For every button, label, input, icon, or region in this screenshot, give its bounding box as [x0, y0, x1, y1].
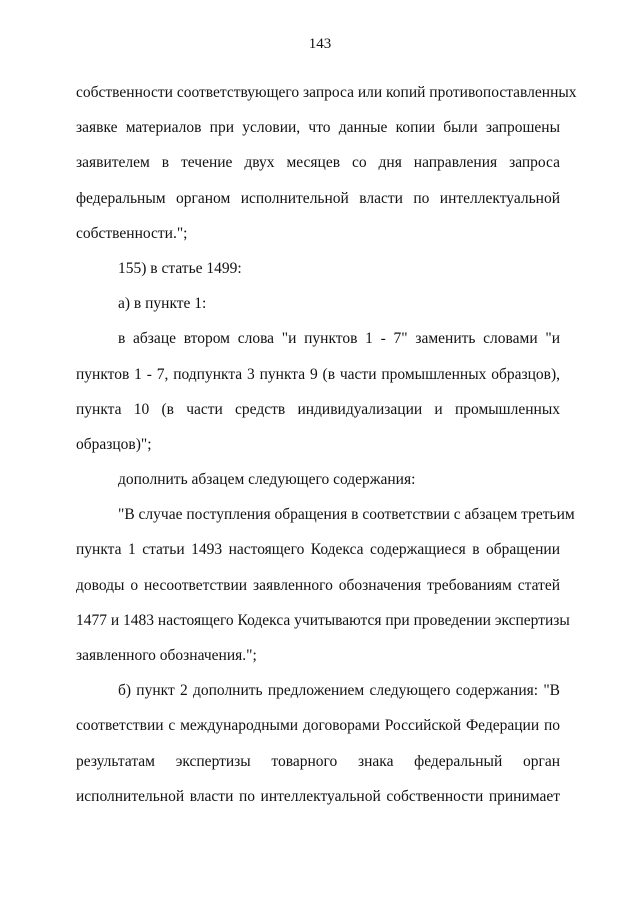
text-line: дополнить абзацем следующего содержания:: [118, 471, 416, 489]
text-line: б) пункт 2 дополнить предложением следующего содержания: "В: [118, 682, 560, 700]
text-line: результатам экспертизы товарного знака федеральный орган: [76, 752, 560, 770]
text-line: заявителем в течение двух месяцев со дня направления запроса: [76, 154, 560, 172]
text-line: пункта 1 статьи 1493 настоящего Кодекса содержащиеся в обращении: [76, 541, 560, 559]
document-body: [76, 75, 577, 814]
text-line: в абзаце втором слова "и пунктов 1 - 7" заменить словами "и: [118, 330, 560, 348]
text-line: 1477 и 1483 настоящего Кодекса учитываются при проведении экспертизы: [76, 611, 570, 629]
text-line: пунктов 1 - 7, подпункта 3 пункта 9 (в части промышленных образцов),: [76, 365, 560, 383]
text-line: собственности.";: [76, 224, 188, 242]
text-line: "В случае поступления обращения в соответствии с абзацем третьим: [118, 506, 575, 524]
text-line: доводы о несоответствии заявленного обозначения требованиям статей: [76, 576, 560, 594]
text-line: федеральным органом исполнительной власти по интеллектуальной: [76, 189, 560, 207]
text-line: собственности соответствующего запроса или копий противопоставленных: [76, 84, 577, 101]
text-line: пункта 10 (в части средств индивидуализации и промышленных: [76, 400, 560, 418]
text-line: заявленного обозначения.";: [76, 647, 257, 664]
text-line: соответствии с международными договорами Российской Федерации по: [76, 717, 560, 735]
page-number: 143: [308, 36, 332, 52]
text-line: образцов)";: [76, 435, 152, 453]
text-line: 155) в статье 1499:: [118, 259, 242, 277]
text-line: а) в пункте 1:: [118, 295, 207, 313]
text-line: заявке материалов при условии, что данные копии были запрошены: [76, 119, 560, 137]
text-line: исполнительной власти по интеллектуальной собственности принимает: [76, 787, 560, 805]
